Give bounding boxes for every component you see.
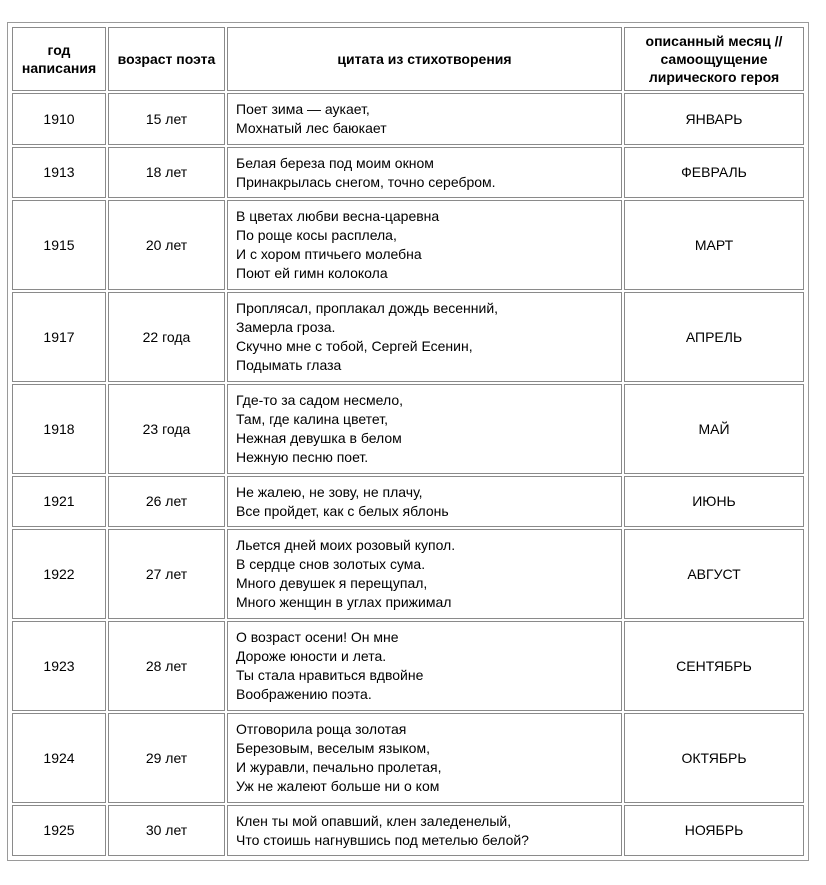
header-month: описанный месяц // самоощущение лирического героя (624, 27, 804, 91)
quote-line: Не жалею, не зову, не плачу, (236, 483, 423, 500)
year-cell: 1917 (12, 292, 106, 382)
quote-line: Нежную песню поет. (236, 449, 369, 465)
quote-line: Отговорила роща золотая (236, 721, 407, 737)
table-row (12, 147, 804, 198)
year-cell: 1922 (12, 529, 106, 619)
header-year: год написания (12, 27, 106, 91)
table-row (12, 529, 804, 619)
quote-line: Поет зима — аукает, (236, 101, 370, 117)
year-cell: 1913 (12, 147, 106, 198)
year-cell: 1924 (12, 713, 106, 803)
year-cell: 1910 (12, 93, 106, 145)
quote-line: Дороже юности и лета. (236, 648, 387, 664)
quote-cell (227, 292, 622, 382)
year-cell: 1921 (12, 476, 106, 527)
quote-line: О возраст осени! Он мне (236, 629, 399, 645)
month-cell: СЕНТЯБРЬ (624, 621, 804, 711)
quote-line: Подымать глаза (236, 357, 342, 373)
quote-cell (227, 147, 622, 198)
year-cell: 1923 (12, 621, 106, 711)
age-cell: 26 лет (108, 476, 225, 527)
age-cell: 28 лет (108, 621, 225, 711)
quote-cell (227, 476, 622, 527)
poems-table (10, 25, 806, 858)
year-cell: 1925 (12, 805, 106, 856)
table-row (12, 93, 804, 145)
quote-line: Много девушек я перещупал, (236, 575, 428, 591)
year-cell: 1915 (12, 200, 106, 290)
table-row (12, 476, 804, 527)
quote-cell (227, 529, 622, 619)
month-cell: МАРТ (624, 200, 804, 290)
table-row (12, 805, 804, 856)
quote-line: Мохнатый лес баюкает (236, 120, 387, 136)
quote-line: Клен ты мой опавший, клен заледенелый, (236, 812, 512, 829)
age-cell: 29 лет (108, 713, 225, 803)
quote-line: Скучно мне с тобой, Сергей Есенин, (236, 338, 473, 354)
table-row (12, 713, 804, 803)
month-cell: ИЮНЬ (624, 476, 804, 527)
quote-line: Там, где калина цветет, (236, 411, 388, 427)
age-cell: 22 года (108, 292, 225, 382)
table-row (12, 621, 804, 711)
table-body (12, 93, 804, 856)
header-row (12, 27, 804, 91)
quote-line: Воображению поэта. (236, 686, 372, 702)
quote-line: Белая береза под моим окном (236, 154, 434, 171)
quote-line: Замерла гроза. (236, 319, 336, 335)
quote-cell (227, 713, 622, 803)
year-cell: 1918 (12, 384, 106, 474)
age-cell: 27 лет (108, 529, 225, 619)
quote-cell (227, 621, 622, 711)
quote-line: И журавли, печально пролетая, (236, 759, 442, 775)
quote-line: Уж не жалеют больше ни о ком (236, 778, 440, 794)
age-cell: 20 лет (108, 200, 225, 290)
month-cell: ФЕВРАЛЬ (624, 147, 804, 198)
table-row (12, 292, 804, 382)
age-cell: 23 года (108, 384, 225, 474)
quote-cell (227, 93, 622, 145)
quote-line: Льется дней моих розовый купол. (236, 537, 456, 553)
month-cell: ЯНВАРЬ (624, 93, 804, 145)
poems-table-frame (7, 22, 809, 861)
quote-line: И с хором птичьего молебна (236, 246, 422, 262)
month-cell: АПРЕЛЬ (624, 292, 804, 382)
quote-line: Поют ей гимн колокола (236, 265, 388, 281)
month-cell: НОЯБРЬ (624, 805, 804, 856)
age-cell: 18 лет (108, 147, 225, 198)
quote-cell (227, 805, 622, 856)
month-cell: ОКТЯБРЬ (624, 713, 804, 803)
quote-line: Принакрылась снегом, точно серебром. (236, 173, 496, 190)
quote-line: Нежная девушка в белом (236, 430, 402, 446)
quote-cell (227, 384, 622, 474)
quote-line: В сердце снов золотых сума. (236, 556, 426, 572)
header-age: возраст поэта (108, 27, 225, 91)
quote-line: Много женщин в углах прижимал (236, 594, 452, 610)
quote-line: Проплясал, проплакал дождь весенний, (236, 300, 499, 316)
age-cell: 30 лет (108, 805, 225, 856)
quote-line: Березовым, веселым языком, (236, 740, 430, 756)
quote-line: Все пройдет, как с белых яблонь (236, 502, 449, 519)
quote-cell (227, 200, 622, 290)
quote-line: По роще косы расплела, (236, 227, 397, 243)
quote-line: В цветах любви весна-царевна (236, 208, 440, 224)
header-quote: цитата из стихотворения (227, 27, 622, 91)
month-cell: АВГУСТ (624, 529, 804, 619)
quote-line: Где-то за садом несмело, (236, 392, 404, 408)
quote-line: Что стоишь нагнувшись под метелью белой? (236, 831, 529, 848)
month-cell: МАЙ (624, 384, 804, 474)
table-row (12, 200, 804, 290)
quote-line: Ты стала нравиться вдвойне (236, 667, 424, 683)
age-cell: 15 лет (108, 93, 225, 145)
table-row (12, 384, 804, 474)
